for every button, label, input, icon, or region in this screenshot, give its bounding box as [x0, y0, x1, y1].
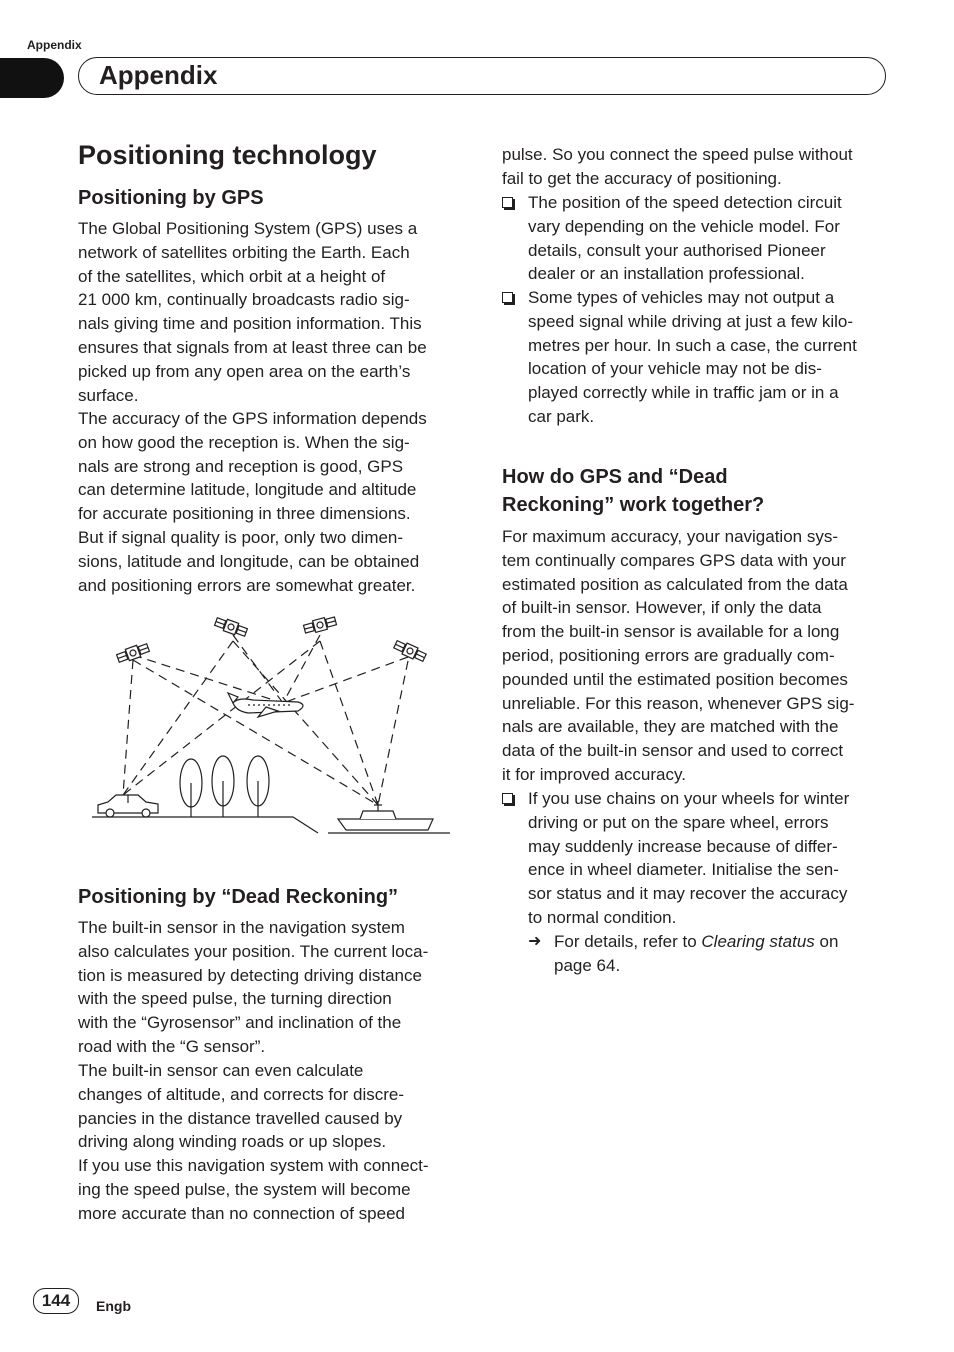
text-line: and positioning errors are somewhat greater.	[78, 575, 416, 595]
text-line: surface.	[78, 385, 139, 405]
page-number: 144	[33, 1288, 79, 1314]
gps-paragraph-1	[78, 217, 470, 407]
text-line: more accurate than no connection of speed	[78, 1203, 405, 1223]
satellite-icon	[214, 616, 248, 638]
text-line: The Global Positioning System (GPS) uses a	[78, 219, 418, 238]
text-line: ensures that signals from at least three can be	[78, 337, 427, 357]
reference-suffix: on	[814, 932, 839, 951]
dr-paragraph-3	[78, 1154, 470, 1225]
checkbox-bullet-icon	[502, 793, 513, 804]
text-line: of built-in sensor. However, if only the data	[502, 598, 822, 618]
text-line: location of your vehicle may not be dis-	[528, 359, 822, 379]
ship-icon	[338, 801, 433, 830]
text-line: it for improved accuracy.	[502, 764, 686, 784]
page-title: Positioning technology	[78, 140, 377, 170]
ground-line	[92, 817, 318, 833]
continued-paragraph	[502, 143, 894, 191]
text-line: nals are strong and reception is good, GPS	[78, 456, 404, 476]
text-line: with the speed pulse, the turning direction	[78, 989, 392, 1009]
note-bullet	[502, 191, 894, 286]
text-line: period, positioning errors are gradually com-	[502, 645, 835, 665]
text-line: The built-in sensor can even calculate	[78, 1061, 364, 1080]
note-bullet	[502, 787, 894, 930]
text-line: dealer or an installation professional.	[528, 264, 805, 284]
text-line: driving or put on the spare wheel, errors	[528, 812, 829, 832]
text-line: estimated position as calculated from the data	[502, 574, 848, 594]
text-line: to normal condition.	[528, 907, 677, 927]
text-line: pulse. So you connect the speed pulse without	[502, 145, 853, 164]
together-paragraph	[502, 525, 894, 787]
text-line: can determine latitude, longitude and altitude	[78, 480, 417, 500]
text-line: also calculates your position. The current loca-	[78, 941, 429, 961]
together-heading	[502, 463, 894, 519]
reference-item	[502, 930, 894, 978]
text-line: nals giving time and position information. This	[78, 314, 422, 334]
checkbox-bullet-icon	[502, 292, 513, 303]
dr-paragraph-2	[78, 1059, 470, 1154]
text-line: network of satellites orbiting the Earth. Each	[78, 242, 410, 262]
text-line: changes of altitude, and corrects for discre-	[78, 1084, 404, 1104]
heading-line: Reckoning” work together?	[502, 494, 765, 516]
car-icon	[98, 795, 158, 817]
text-line: pancies in the distance travelled caused by	[78, 1108, 403, 1128]
text-line: If you use chains on your wheels for winter	[528, 789, 850, 808]
text-line: picked up from any open area on the earth’s	[78, 361, 411, 381]
text-line: of the satellites, which orbit at a height of	[78, 266, 386, 286]
text-line: may suddenly increase because of differ-	[528, 836, 838, 856]
text-line: road with the “G sensor”.	[78, 1036, 266, 1056]
tree-icon	[212, 756, 234, 817]
reference-prefix: For details, refer to	[554, 932, 702, 951]
gps-paragraph-2	[78, 407, 470, 597]
text-line: metres per hour. In such a case, the current	[528, 335, 857, 355]
checkbox-bullet-icon	[502, 197, 513, 208]
bullet-item	[502, 286, 894, 429]
section-header	[78, 57, 886, 95]
text-line: If you use this navigation system with connect-	[78, 1156, 429, 1175]
satellite-icon	[393, 639, 427, 663]
arrow-bullet-icon: ➜	[528, 933, 542, 950]
text-line: vary depending on the vehicle model. For	[528, 216, 840, 236]
tree-icon	[180, 759, 202, 817]
text-line: details, consult your authorised Pioneer	[528, 240, 826, 260]
text-line: nals are available, they are matched with the	[502, 717, 839, 737]
text-line: data of the built-in sensor and used to correct	[502, 741, 844, 761]
text-line: Some types of vehicles may not output a	[528, 288, 835, 307]
airplane-icon	[228, 693, 303, 717]
dead-reckoning-heading: Positioning by “Dead Reckoning”	[78, 886, 399, 908]
text-line: with the “Gyrosensor” and inclination of the	[78, 1013, 402, 1033]
reference-link[interactable]: Clearing status	[701, 932, 815, 951]
text-line: speed signal while driving at just a few kilo-	[528, 311, 854, 331]
text-line: pounded until the estimated position becomes	[502, 669, 848, 689]
text-line: The built-in sensor in the navigation system	[78, 918, 405, 937]
running-head: Appendix	[27, 38, 82, 52]
tree-icon	[247, 756, 269, 817]
dr-paragraph-1	[78, 916, 470, 1059]
text-line: ence in wheel diameter. Initialise the sen-	[528, 860, 839, 880]
text-line: The accuracy of the GPS information depends	[78, 409, 427, 428]
reference-page: page 64.	[554, 955, 621, 975]
text-line: from the built-in sensor is available for a long	[502, 622, 840, 642]
text-line: For maximum accuracy, your navigation sys-	[502, 527, 839, 546]
language-code: Engb	[96, 1298, 131, 1314]
satellite-icon	[303, 615, 337, 635]
gps-heading: Positioning by GPS	[78, 187, 264, 209]
text-line: sor status and it may recover the accuracy	[528, 884, 848, 904]
bullet-item	[502, 787, 894, 930]
note-bullet	[502, 286, 894, 429]
bullet-item	[502, 191, 894, 286]
gps-positioning-diagram	[88, 605, 454, 835]
text-line: But if signal quality is poor, only two dimen-	[78, 527, 404, 547]
text-line: tion is measured by detecting driving distance	[78, 965, 422, 985]
cross-reference	[502, 930, 894, 978]
text-line: on how good the reception is. When the sig-	[78, 432, 410, 452]
text-line: unreliable. For this reason, whenever GPS sig-	[502, 693, 855, 713]
text-line: fail to get the accuracy of positioning.	[502, 168, 782, 188]
text-line: car park.	[528, 406, 595, 426]
text-line: tem continually compares GPS data with your	[502, 550, 846, 570]
heading-line: How do GPS and “Dead	[502, 466, 728, 488]
text-line: for accurate positioning in three dimensions.	[78, 504, 411, 524]
text-line: played correctly while in traffic jam or in a	[528, 383, 839, 403]
text-line: sions, latitude and longitude, can be obtained	[78, 551, 420, 571]
section-title: Appendix	[99, 60, 218, 90]
text-line: 21 000 km, continually broadcasts radio sig-	[78, 290, 410, 310]
text-line: ing the speed pulse, the system will become	[78, 1179, 411, 1199]
section-tab-marker	[0, 58, 64, 98]
text-line: driving along winding roads or up slopes.	[78, 1132, 387, 1152]
text-line: The position of the speed detection circuit	[528, 193, 842, 212]
